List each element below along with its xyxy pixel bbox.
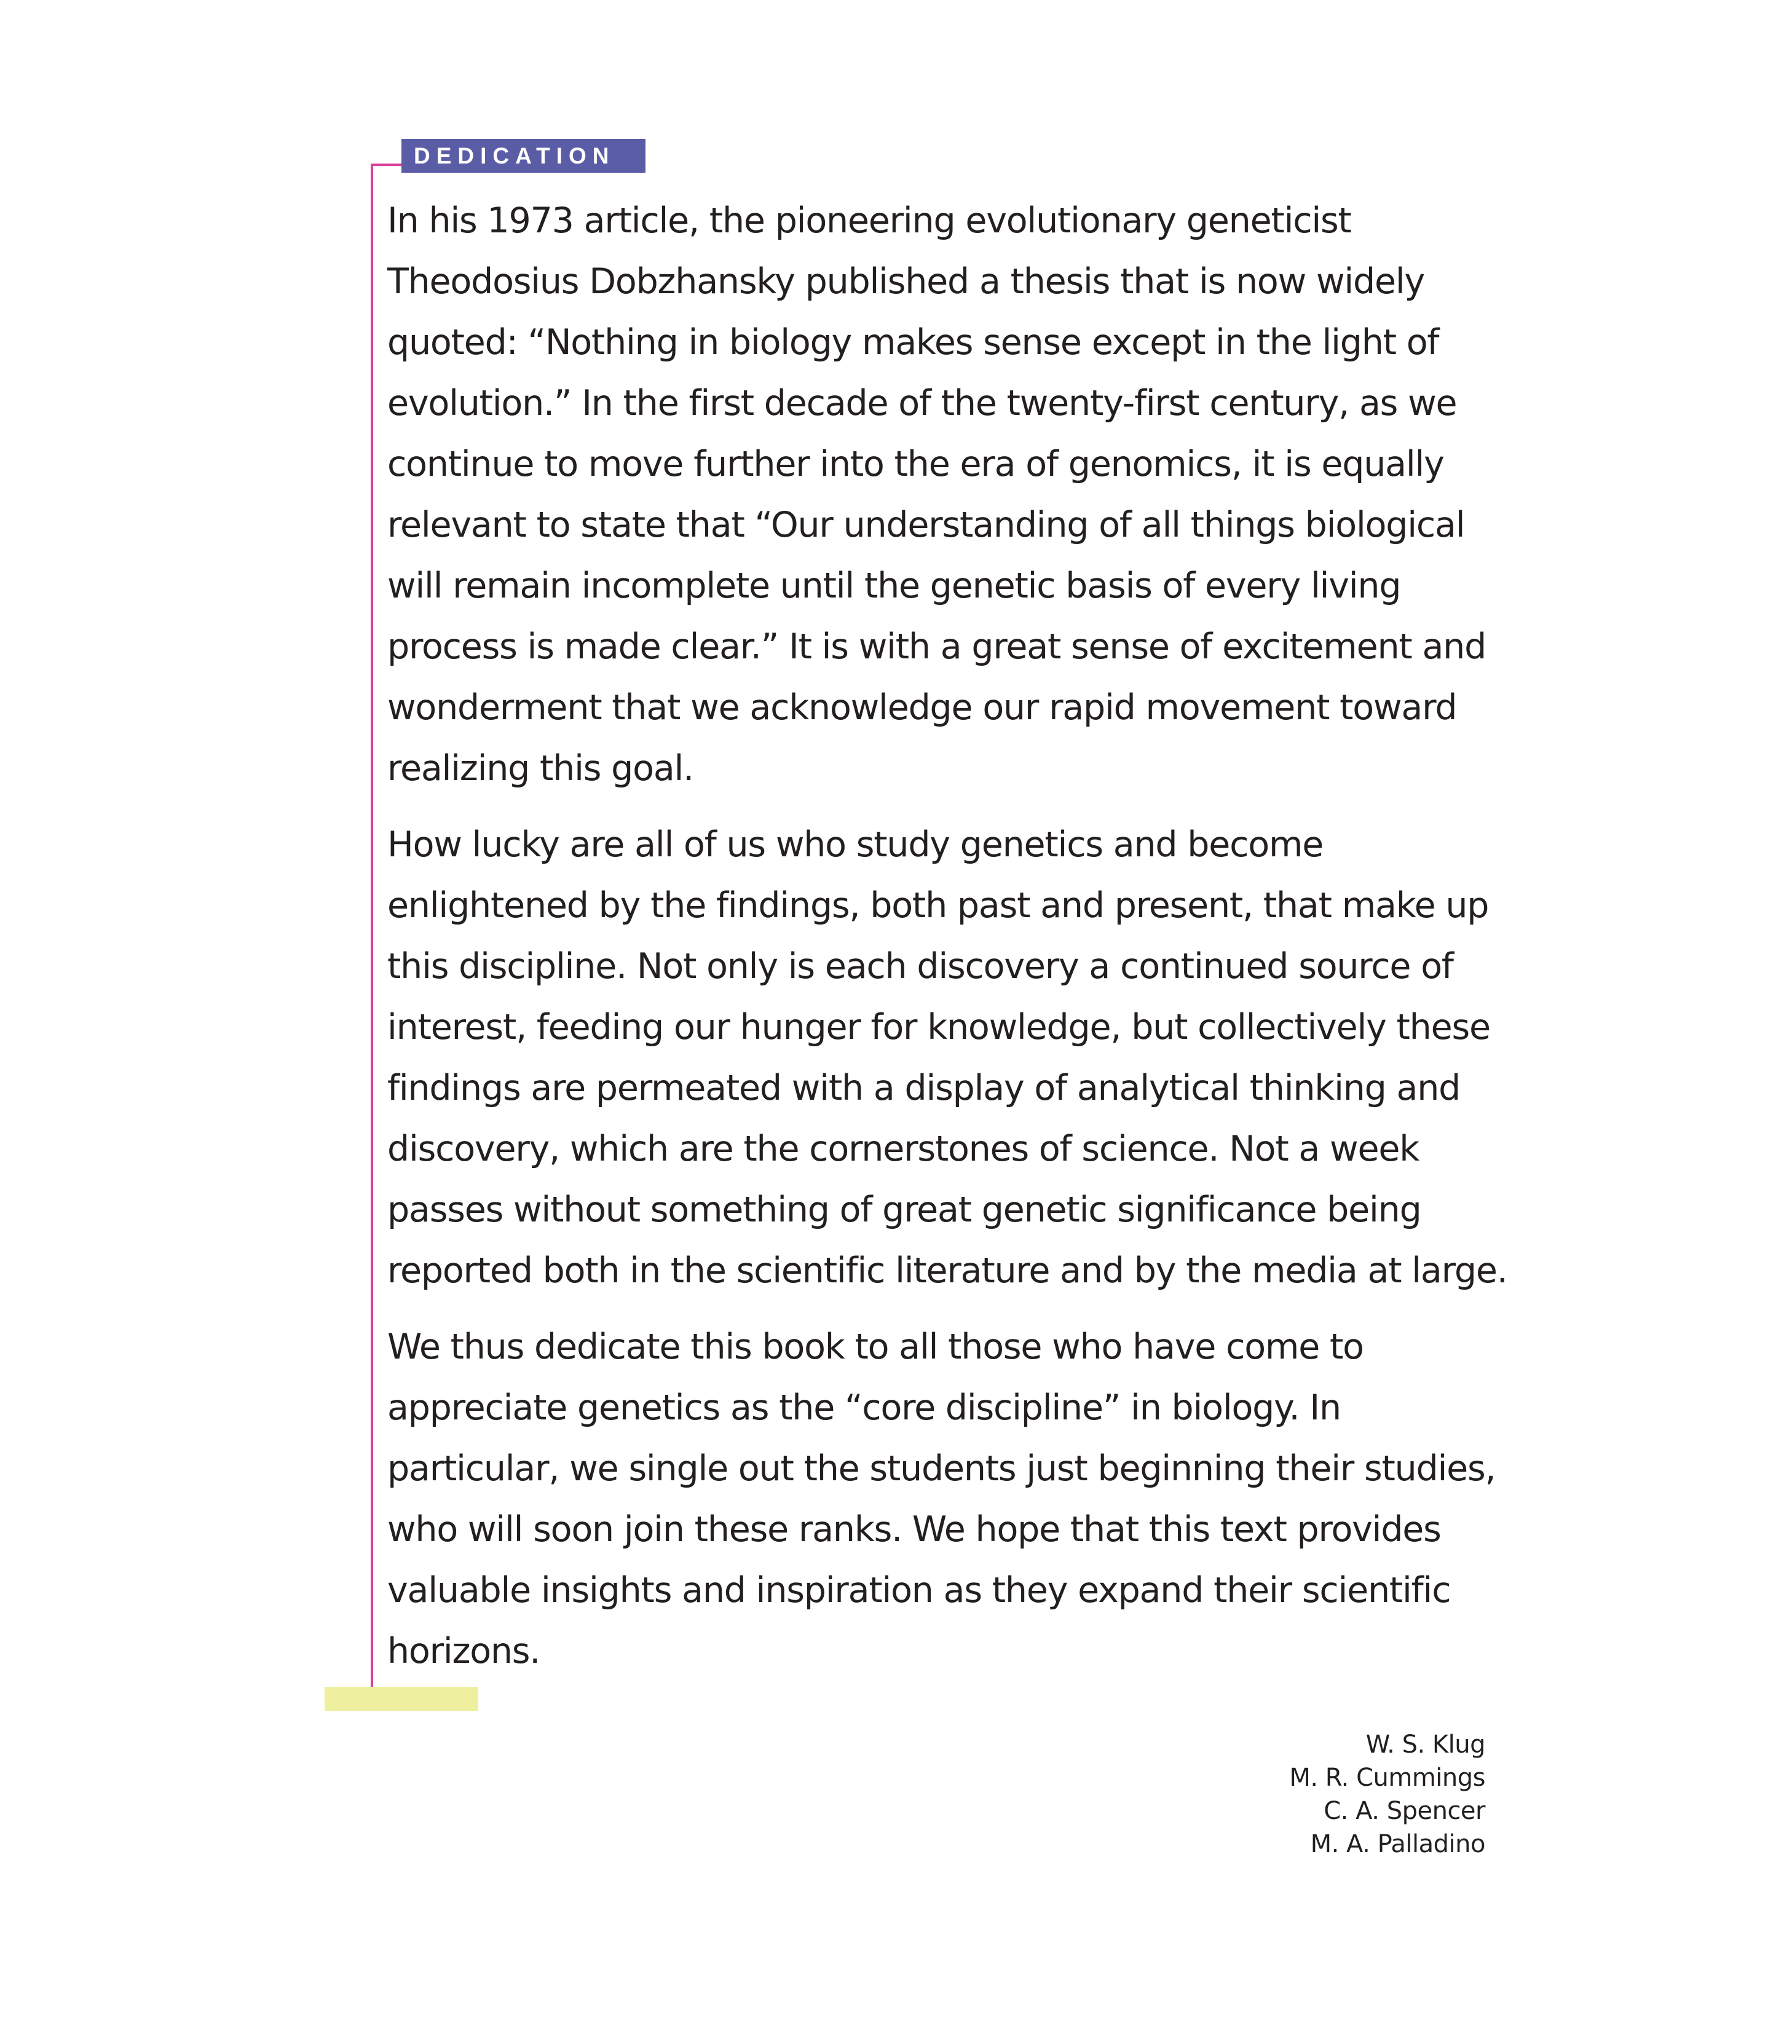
text-line: interest, feeding our hunger for knowledge, but collectively these (387, 1007, 1490, 1048)
text-line: findings are permeated with a display of analytical thinking and (387, 1068, 1461, 1108)
paragraph-3 (387, 1317, 1494, 1682)
text-line: this discipline. Not only is each discovery a continued source of (387, 946, 1453, 987)
text-line: quoted: “Nothing in biology makes sense except in the light of (387, 322, 1439, 363)
text-line: process is made clear.” It is with a great sense of excitement and (387, 626, 1486, 667)
text-line: wonderment that we acknowledge our rapid movement toward (387, 687, 1457, 728)
text-line: reported both in the scientific literature and by the media at large. (387, 1250, 1507, 1291)
text-line: will remain incomplete until the genetic basis of every living (387, 566, 1401, 606)
author-signatures (1289, 1728, 1485, 1861)
text-line: horizons. (387, 1631, 540, 1671)
text-line: continue to move further into the era of genomics, it is equally (387, 444, 1444, 484)
author-name: M. A. Palladino (1310, 1830, 1485, 1858)
text-line: discovery, which are the cornerstones of science. Not a week (387, 1129, 1419, 1169)
text-line: passes without something of great genetic significance being (387, 1190, 1421, 1230)
author-name: C. A. Spencer (1324, 1797, 1485, 1825)
text-line: relevant to state that “Our understanding of all things biological (387, 505, 1465, 545)
text-line: We thus dedicate this book to all those who have come to (387, 1327, 1364, 1367)
top-rule (371, 164, 401, 166)
text-line: realizing this goal. (387, 748, 694, 789)
text-line: evolution.” In the first decade of the twenty-first century, as we (387, 383, 1457, 424)
text-line: particular, we single out the students just beginning their studies, (387, 1448, 1496, 1489)
section-header: DEDICATION (401, 139, 645, 173)
author-name: W. S. Klug (1365, 1730, 1485, 1759)
text-line: Theodosius Dobzhansky published a thesis that is now widely (387, 261, 1425, 302)
text-line: valuable insights and inspiration as they expand their scientific (387, 1570, 1451, 1611)
paragraph-2 (387, 815, 1507, 1301)
text-line: In his 1973 article, the pioneering evolutionary geneticist (387, 200, 1351, 241)
text-line: How lucky are all of us who study genetics and become (387, 824, 1324, 865)
dedication-body (387, 191, 1507, 1697)
paragraph-1 (387, 191, 1494, 799)
text-line: who will soon join these ranks. We hope that this text provides (387, 1509, 1441, 1550)
text-line: appreciate genetics as the “core discipline” in biology. In (387, 1387, 1341, 1428)
text-line: enlightened by the findings, both past and present, that make up (387, 885, 1489, 926)
vertical-rule (371, 164, 373, 1690)
author-name: M. R. Cummings (1289, 1764, 1485, 1792)
